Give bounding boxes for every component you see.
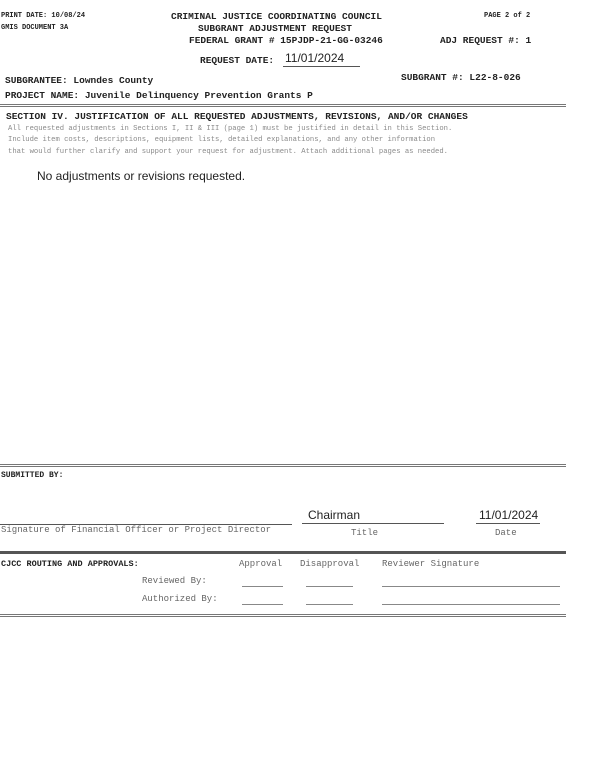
authorized-approval-field[interactable] bbox=[242, 595, 283, 605]
date-caption: Date bbox=[495, 528, 517, 538]
header-divider bbox=[0, 104, 566, 107]
routing-divider bbox=[0, 614, 566, 617]
adj-request-value: 1 bbox=[525, 35, 532, 46]
subgrant-value: L22-8-026 bbox=[469, 72, 521, 83]
adj-request-label: ADJ REQUEST #: bbox=[440, 35, 520, 46]
reviewed-signature-field[interactable] bbox=[382, 577, 560, 587]
title-value: Chairman bbox=[308, 508, 361, 522]
print-date-label: PRINT DATE: bbox=[1, 12, 48, 20]
routing-label: CJCC ROUTING AND APPROVALS: bbox=[1, 559, 139, 569]
org-title: CRIMINAL JUSTICE COORDINATING COUNCIL bbox=[171, 11, 382, 22]
adj-request bbox=[440, 35, 531, 46]
form-title: SUBGRANT ADJUSTMENT REQUEST bbox=[198, 23, 352, 34]
project-name-value: Juvenile Delinquency Prevention Grants P bbox=[84, 90, 313, 101]
date-value: 11/01/2024 bbox=[479, 508, 539, 522]
column-approval: Approval bbox=[239, 559, 283, 569]
authorized-disapproval-field[interactable] bbox=[306, 595, 353, 605]
section-iv-instruction-3: that would further clarify and support your request for adjustment. Attach additional pages as needed. bbox=[8, 148, 448, 156]
signature-caption: Signature of Financial Officer or Project Director bbox=[1, 525, 272, 535]
project-name bbox=[5, 90, 313, 101]
submitted-divider bbox=[0, 551, 566, 554]
title-field[interactable] bbox=[302, 508, 444, 524]
federal-grant-label: FEDERAL GRANT # bbox=[189, 35, 275, 46]
subgrantee-label: SUBGRANTEE: bbox=[5, 75, 68, 86]
document-id: GMIS DOCUMENT 3A bbox=[1, 24, 69, 32]
subgrantee-value: Lowndes County bbox=[73, 75, 154, 86]
request-date-value: 11/01/2024 bbox=[285, 51, 345, 65]
print-date-value: 10/08/24 bbox=[51, 12, 86, 20]
request-date-field[interactable] bbox=[283, 51, 360, 67]
authorized-signature-field[interactable] bbox=[382, 595, 560, 605]
title-caption: Title bbox=[351, 528, 379, 538]
section-iv-heading: SECTION IV. JUSTIFICATION OF ALL REQUESTED ADJUSTMENTS, REVISIONS, AND/OR CHANGES bbox=[6, 111, 468, 122]
signature-field[interactable] bbox=[0, 508, 292, 525]
reviewed-by-label: Reviewed By: bbox=[142, 576, 207, 586]
justification-text[interactable]: No adjustments or revisions requested. bbox=[37, 169, 246, 183]
subgrant-label: SUBGRANT #: bbox=[401, 72, 464, 83]
section-iv-instruction-2: Include item costs, descriptions, equipment lists, detailed explanations, and any other information bbox=[8, 136, 436, 144]
project-name-label: PROJECT NAME: bbox=[5, 90, 80, 101]
reviewed-approval-field[interactable] bbox=[242, 577, 283, 587]
subgrant-number bbox=[401, 72, 521, 83]
page-number: PAGE 2 of 2 bbox=[484, 12, 531, 20]
reviewed-disapproval-field[interactable] bbox=[306, 577, 353, 587]
column-reviewer-signature: Reviewer Signature bbox=[382, 559, 480, 569]
subgrantee bbox=[5, 75, 153, 86]
column-disapproval: Disapproval bbox=[300, 559, 360, 569]
section-iv-instruction-1: All requested adjustments in Sections I, II & III (page 1) must be justified in detail in this Section. bbox=[8, 125, 453, 133]
request-date-label: REQUEST DATE: bbox=[200, 55, 275, 66]
print-date bbox=[1, 12, 85, 20]
submitted-by-label: SUBMITTED BY: bbox=[1, 471, 64, 480]
authorized-by-label: Authorized By: bbox=[142, 594, 218, 604]
date-field[interactable] bbox=[476, 508, 540, 524]
federal-grant-value: 15PJDP-21-GG-03246 bbox=[280, 35, 383, 46]
federal-grant bbox=[189, 35, 383, 46]
section-iv-divider bbox=[0, 464, 566, 467]
